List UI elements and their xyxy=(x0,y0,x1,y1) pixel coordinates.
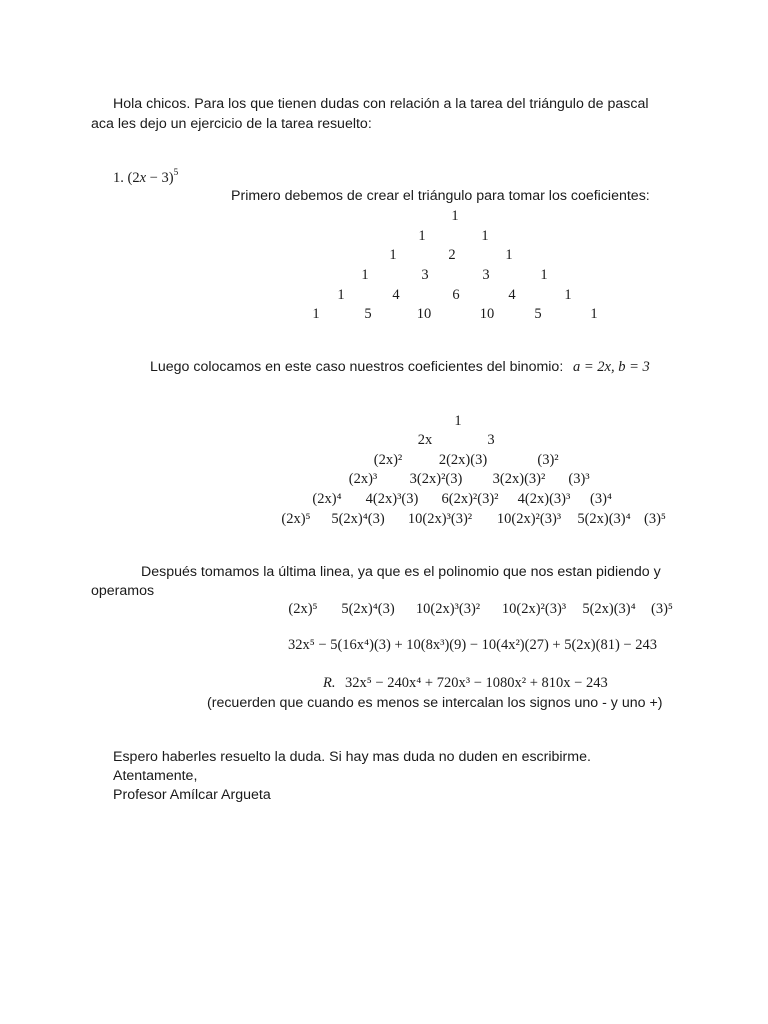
exercise-exponent: 5 xyxy=(173,168,179,179)
pascal-r0-c0: 1 xyxy=(451,208,459,224)
pascal-r2-c2: 1 xyxy=(505,247,513,263)
term-r1-c0: 2x xyxy=(417,432,433,448)
term-r1-c1: 3 xyxy=(487,432,495,448)
pascal-r1-c1: 1 xyxy=(481,228,489,244)
sign-note: (recuerden que cuando es menos se intercalan los signos uno - y uno +) xyxy=(207,695,663,711)
term-r5-c2: 10(2x)³(3)² xyxy=(407,511,473,527)
exercise-var: x xyxy=(139,170,147,186)
term-r0-c0: 1 xyxy=(454,413,462,429)
term-r4-c0: (2x)⁴ xyxy=(312,491,342,507)
last-row-term-5: (3)⁵ xyxy=(651,601,673,617)
step2-text: Luego colocamos en este caso nuestros coeficientes del binomio: xyxy=(150,359,564,375)
pascal-r4-c2: 6 xyxy=(452,287,460,303)
pascal-r5-c4: 5 xyxy=(534,306,542,322)
term-r2-c2: (3)² xyxy=(537,452,559,468)
expansion-line: 32x⁵ − 5(16x⁴)(3) + 10(8x³)(9) − 10(4x²)(27) + 5(2x)(81) − 243 xyxy=(288,637,657,653)
pascal-r5-c1: 5 xyxy=(364,306,372,322)
pascal-r3-c3: 1 xyxy=(540,267,548,283)
last-row-term-3: 10(2x)²(3)³ xyxy=(501,601,567,617)
term-r5-c4: 5(2x)(3)⁴ xyxy=(577,511,631,527)
term-r3-c0: (2x)³ xyxy=(348,471,378,487)
exercise-base: (2 xyxy=(127,170,140,186)
last-row-term-0: (2x)⁵ xyxy=(288,601,318,617)
pascal-r5-c2: 10 xyxy=(416,306,432,322)
pascal-r4-c4: 1 xyxy=(564,287,572,303)
pascal-r1-c0: 1 xyxy=(418,228,426,244)
term-r2-c1: 2(2x)(3) xyxy=(438,452,488,468)
step1-text: Primero debemos de crear el triángulo para tomar los coeficientes: xyxy=(231,188,650,204)
exercise-number: 1. xyxy=(113,170,124,186)
term-r3-c2: 3(2x)(3)² xyxy=(492,471,546,487)
term-r4-c1: 4(2x)³(3) xyxy=(365,491,419,507)
signature: Profesor Amílcar Argueta xyxy=(113,787,271,803)
pascal-r5-c0: 1 xyxy=(312,306,320,322)
term-r3-c1: 3(2x)²(3) xyxy=(409,471,463,487)
term-r4-c3: 4(2x)(3)³ xyxy=(517,491,571,507)
pascal-r5-c3: 10 xyxy=(479,306,495,322)
term-r2-c0: (2x)² xyxy=(373,452,403,468)
pascal-r2-c1: 2 xyxy=(448,247,456,263)
term-r5-c1: 5(2x)⁴(3) xyxy=(331,511,385,527)
last-row-term-4: 5(2x)(3)⁴ xyxy=(582,601,636,617)
step3-line-1: Después tomamos la última linea, ya que es el polinomio que nos estan pidiendo y xyxy=(141,564,661,580)
pascal-r3-c1: 3 xyxy=(421,267,429,283)
term-r5-c5: (3)⁵ xyxy=(644,511,666,527)
pascal-r3-c0: 1 xyxy=(361,267,369,283)
intro-line-2: aca les dejo un ejercicio de la tarea resuelto: xyxy=(91,116,372,132)
pascal-r2-c0: 1 xyxy=(389,247,397,263)
step3-line-2: operamos xyxy=(91,583,155,599)
pascal-r4-c0: 1 xyxy=(337,287,345,303)
intro-line-1: Hola chicos. Para los que tienen dudas con relación a la tarea del triángulo de pascal xyxy=(113,96,649,112)
pascal-r4-c3: 4 xyxy=(508,287,516,303)
term-r5-c3: 10(2x)²(3)³ xyxy=(496,511,562,527)
pascal-r3-c2: 3 xyxy=(482,267,490,283)
pascal-r5-c5: 1 xyxy=(590,306,598,322)
result-line: 32x⁵ − 240x⁴ + 720x³ − 1080x² + 810x − 243 xyxy=(345,675,608,691)
term-r5-c0: (2x)⁵ xyxy=(281,511,311,527)
exercise-heading xyxy=(113,169,178,187)
term-r3-c3: (3)³ xyxy=(568,471,590,487)
last-row-term-2: 10(2x)³(3)² xyxy=(415,601,481,617)
closing-line: Espero haberles resuelto la duda. Si hay mas duda no duden en escribirme. xyxy=(113,749,591,765)
result-label: R. xyxy=(323,675,336,691)
term-r4-c4: (3)⁴ xyxy=(590,491,612,507)
last-row-term-1: 5(2x)⁴(3) xyxy=(341,601,395,617)
pascal-r4-c1: 4 xyxy=(392,287,400,303)
term-r4-c2: 6(2x)²(3)² xyxy=(441,491,499,507)
step2-math: a = 2x, b = 3 xyxy=(573,359,650,375)
closing-salutation: Atentamente, xyxy=(113,768,198,784)
exercise-rest: − 3) xyxy=(146,170,174,186)
